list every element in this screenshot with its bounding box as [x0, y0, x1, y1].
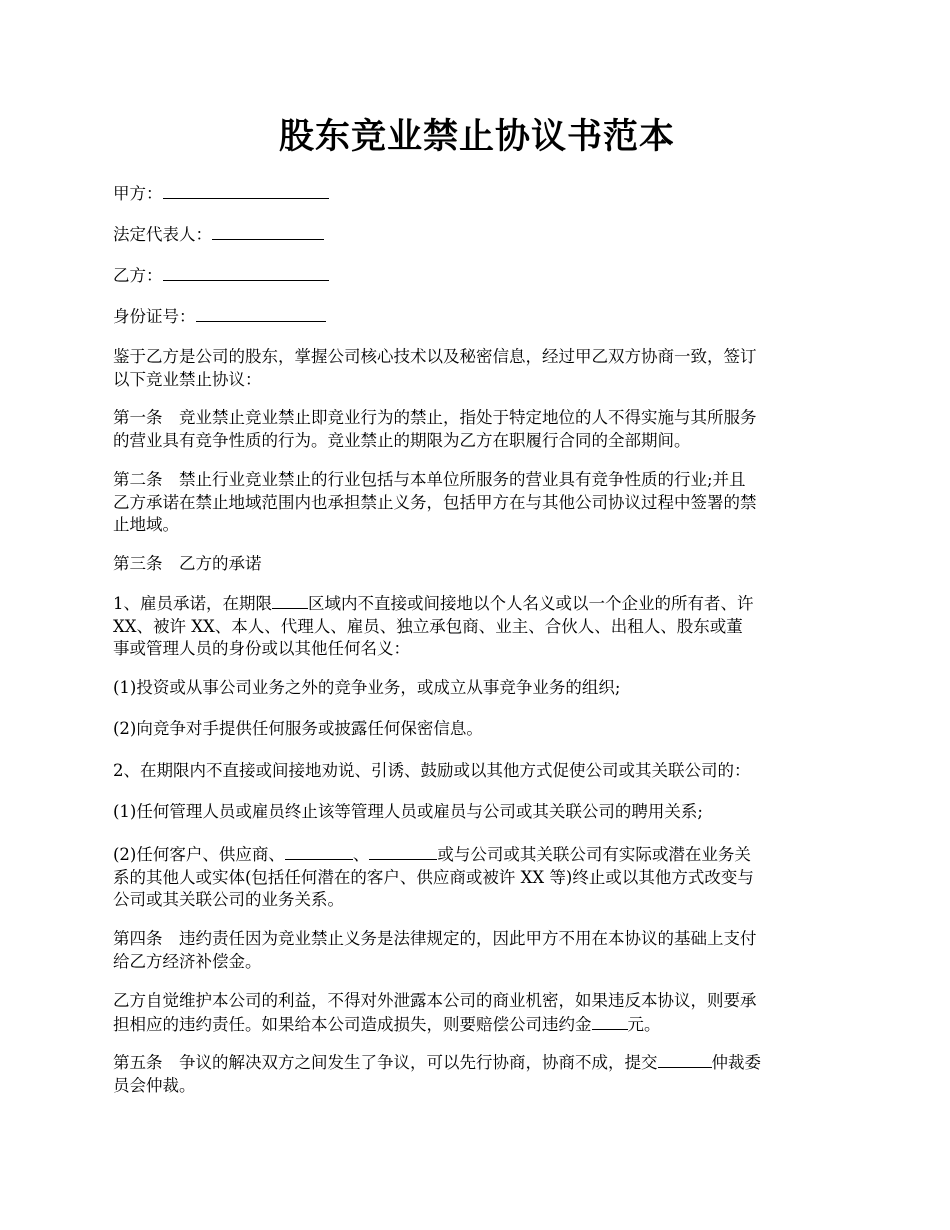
item-2-2: [113, 843, 841, 912]
article-2-line: 止地域。: [113, 515, 179, 534]
article-4: [113, 928, 841, 973]
item-2: 2、在期限内不直接或间接地劝说、引诱、鼓励或以其他方式促使公司或其关联公司的：: [113, 761, 751, 780]
liability-text-b: 担相应的违约责任。如果给本公司造成损失，则要赔偿公司违约金: [113, 1014, 592, 1034]
party-b-label: 乙方：: [113, 266, 163, 285]
term-blank[interactable]: [272, 592, 308, 609]
article-4-line: 给乙方经济补偿金。: [113, 951, 262, 971]
id-number-field: [113, 305, 841, 329]
item-1-2: (2)向竞争对手提供任何服务或披露任何保密信息。: [113, 719, 483, 738]
intro-line: 以下竞业禁止协议：: [113, 369, 262, 389]
blank-2[interactable]: [369, 843, 437, 860]
id-number-blank[interactable]: [196, 305, 326, 322]
id-number-label: 身份证号：: [113, 307, 196, 326]
item-2-2-text-c: 或与公司或其关联公司有实际或潜在业务关: [437, 845, 751, 864]
liability-line: 乙方自觉维护本公司的利益，不得对外泄露本公司的商业机密，如果违反本协议，则要承: [113, 991, 757, 1010]
article-2-line: 第二条 禁止行业竞业禁止的行业包括与本单位所服务的营业具有竞争性质的行业;并且: [113, 470, 746, 489]
legal-rep-blank[interactable]: [212, 223, 324, 240]
item-1: [113, 592, 841, 661]
legal-rep-field: [113, 223, 841, 247]
article-1: [113, 407, 841, 452]
item-1-line: XX、被许 XX、本人、代理人、雇员、独立承包商、业主、合伙人、出租人、股东或董: [113, 616, 743, 636]
item-2-2-line: [113, 843, 841, 867]
article-3: 第三条 乙方的承诺: [113, 554, 262, 573]
article-2-line: 乙方承诺在禁止地域范围内也承担禁止义务，包括甲方在与其他公司协议过程中签署的禁: [113, 492, 757, 512]
party-a-label: 甲方：: [113, 184, 163, 203]
arbitration-blank[interactable]: [658, 1051, 712, 1068]
article-5: [113, 1051, 841, 1097]
item-1-line: [113, 592, 841, 616]
intro-paragraph: [113, 346, 841, 391]
article-5-text-a: 第五条 争议的解决双方之间发生了争议，可以先行协商，协商不成，提交: [113, 1053, 658, 1072]
article-4-line: 第四条 违约责任因为竞业禁止义务是法律规定的，因此甲方不用在本协议的基础上支付: [113, 929, 757, 948]
party-a-blank[interactable]: [163, 182, 329, 199]
item-2-2-text-a: (2)任何客户、供应商、: [113, 845, 285, 864]
article-1-line: 第一条 竞业禁止竞业禁止即竞业行为的禁止，指处于特定地位的人不得实施与其所服务: [113, 408, 757, 427]
item-1-line: 事或管理人员的身份或以其他任何名义：: [113, 639, 410, 658]
liability-paragraph: [113, 990, 841, 1036]
article-5-line: [113, 1051, 841, 1075]
item-1-text-b: 区域内不直接或间接地以个人名义或以一个企业的所有者、许: [308, 594, 754, 613]
blank-1[interactable]: [285, 843, 353, 860]
party-b-blank[interactable]: [163, 264, 329, 281]
intro-line: 鉴于乙方是公司的股东，掌握公司核心技术以及秘密信息，经过甲乙双方协商一致，签订: [113, 347, 757, 366]
item-2-2-text-b: 、: [352, 845, 370, 864]
article-5-text-b: 仲裁委: [711, 1053, 761, 1072]
legal-rep-label: 法定代表人：: [113, 225, 212, 244]
liability-line: [113, 1013, 841, 1037]
item-2-2-line: 公司或其关联公司的业务关系。: [113, 890, 344, 909]
item-2-2-line: 系的其他人或实体(包括任何潜在的客户、供应商或被许 XX 等)终止或以其他方式改变与: [113, 867, 754, 887]
party-b-field: [113, 264, 841, 288]
item-1-1: (1)投资或从事公司业务之外的竞争业务，或成立从事竞争业务的组织;: [113, 678, 621, 697]
article-2: [113, 469, 841, 537]
item-2-1: (1)任何管理人员或雇员终止该等管理人员或雇员与公司或其关联公司的聘用关系;: [113, 802, 703, 821]
item-1-text-a: 1、雇员承诺，在期限: [113, 594, 272, 613]
article-1-line: 的营业具有竞争性质的行为。竞业禁止的期限为乙方在职履行合同的全部期间。: [113, 430, 691, 450]
document-title: 股东竞业禁止协议书范本: [278, 116, 675, 157]
article-5-line: 员会仲裁。: [113, 1075, 196, 1095]
liability-text-c: 元。: [627, 1014, 661, 1034]
party-a-field: [113, 182, 841, 206]
penalty-blank[interactable]: [592, 1013, 628, 1030]
